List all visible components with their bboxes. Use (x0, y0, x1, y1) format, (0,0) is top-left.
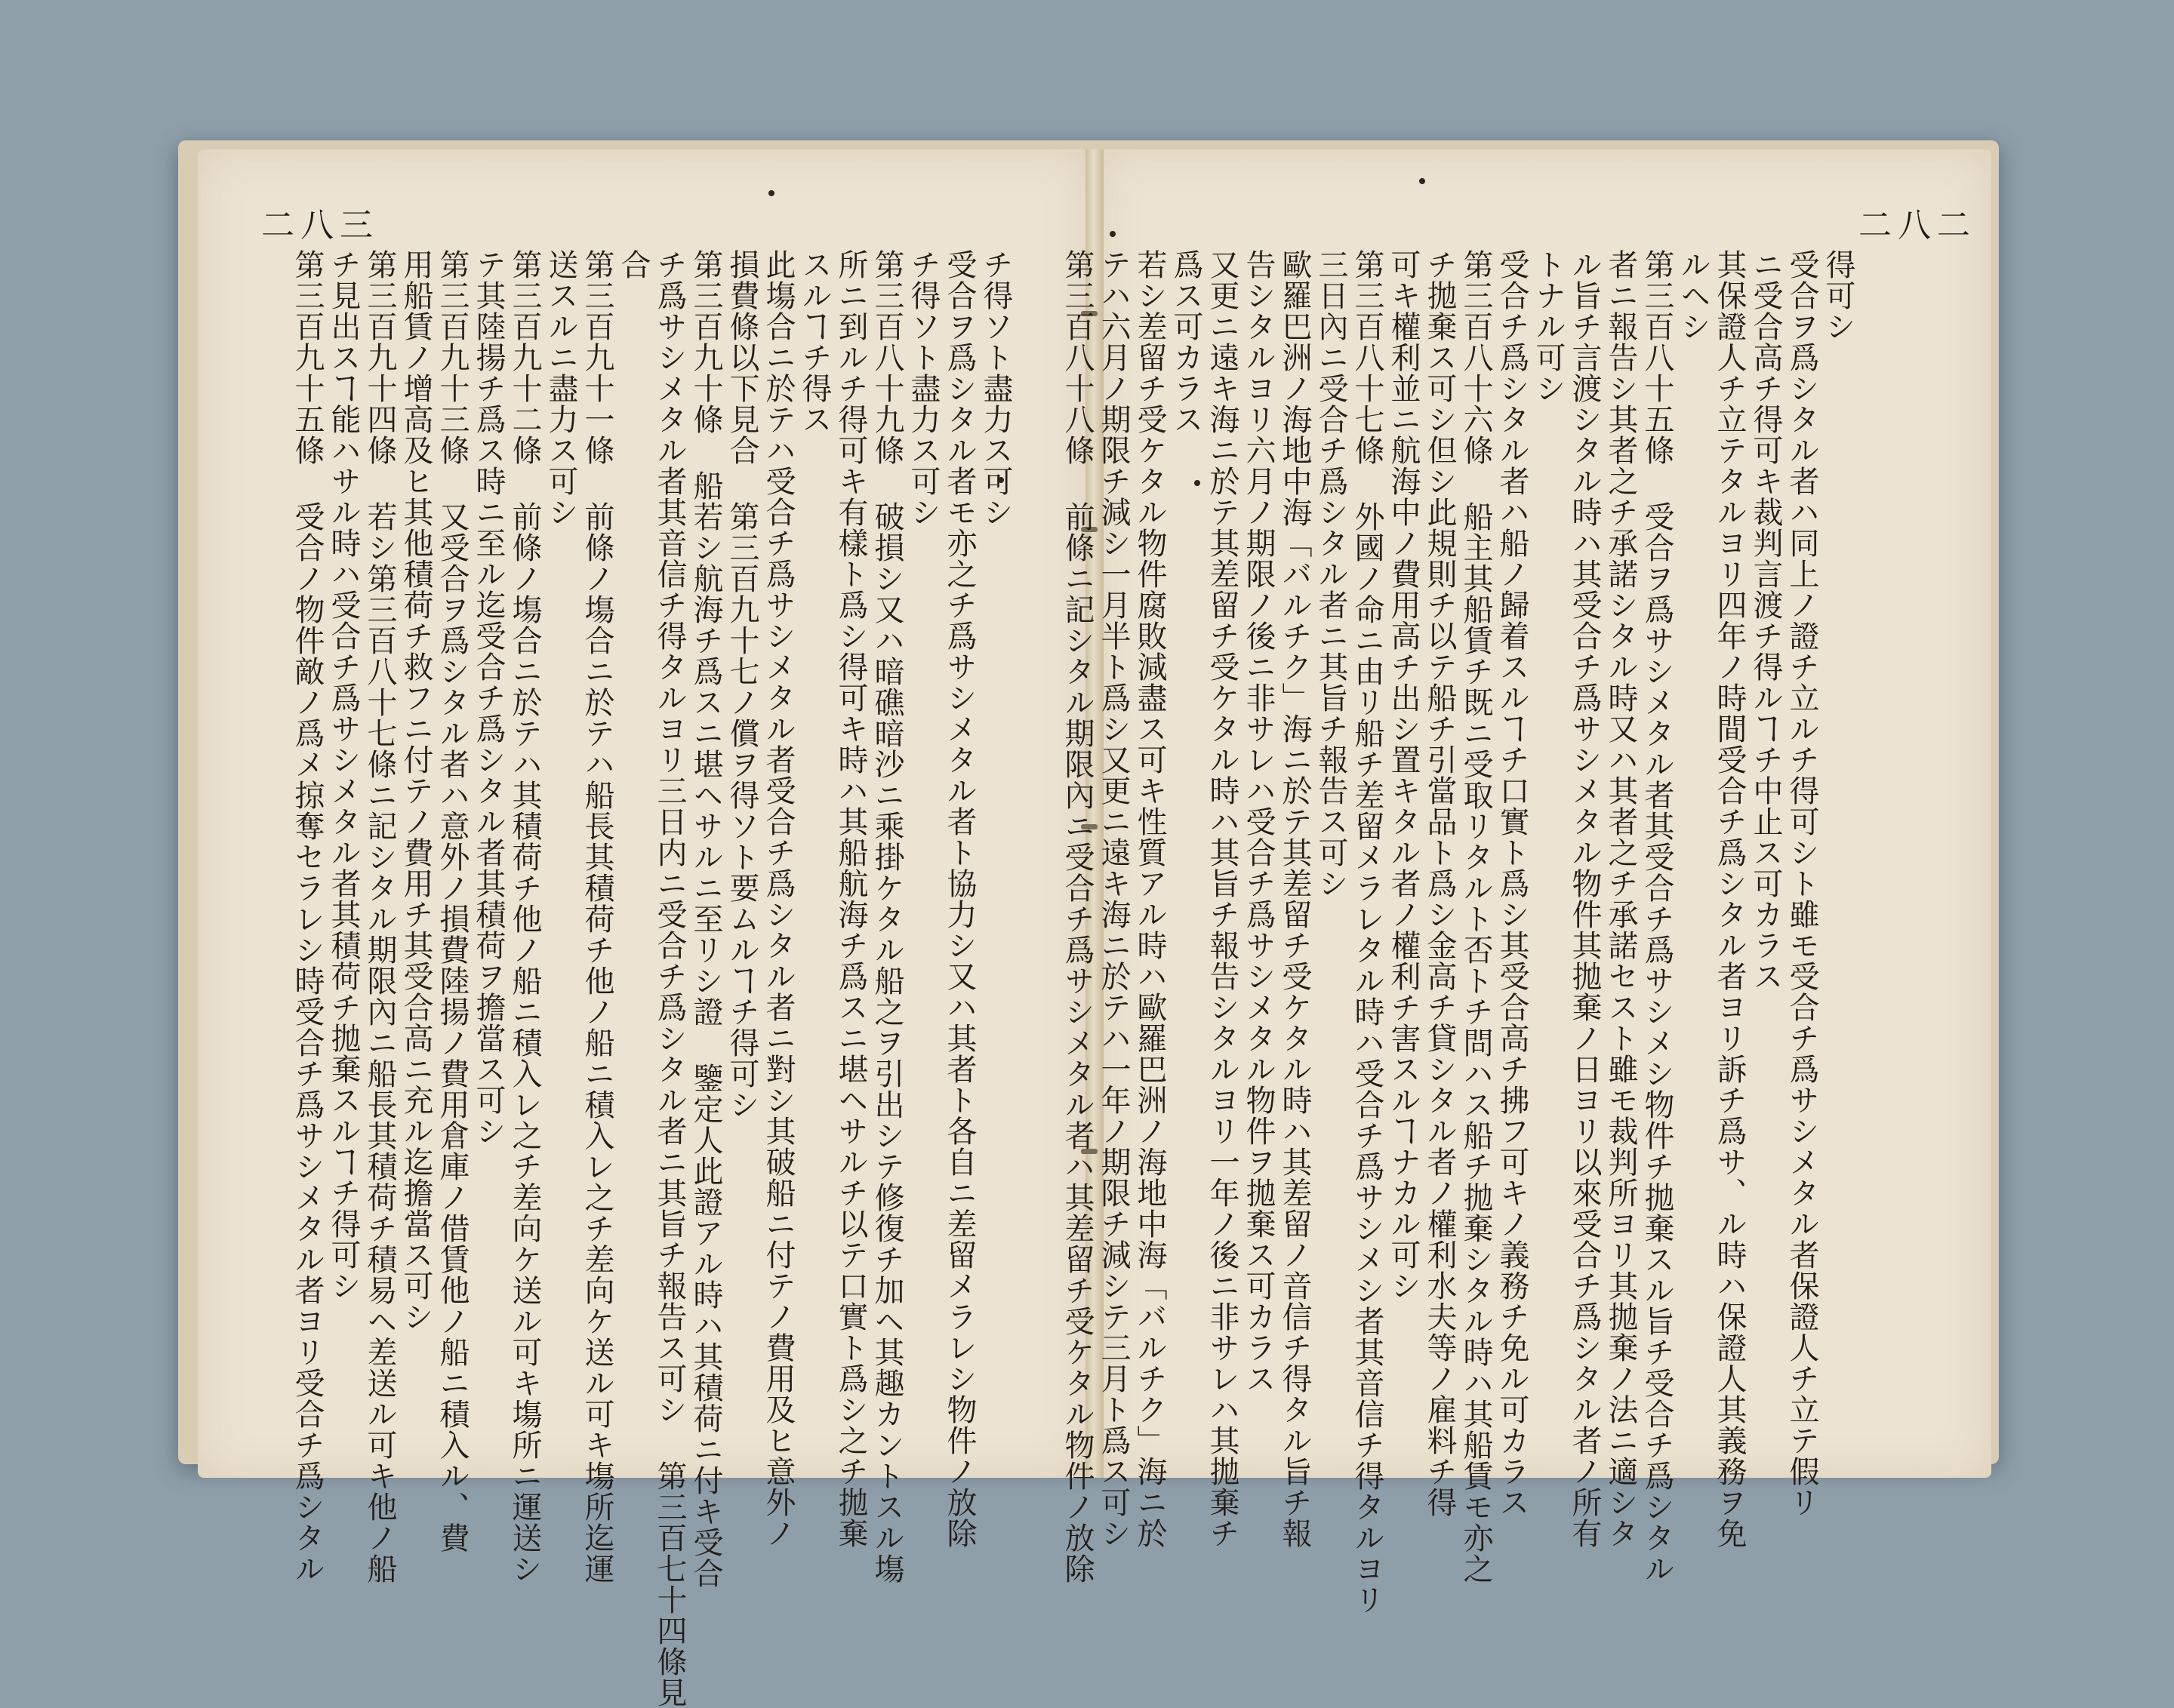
text-column: チ見出スヿ能ハサル時ハ受合チ爲サシメタル者其積荷チ拋棄スルヿチ得可シ (326, 249, 361, 1301)
text-column: 第三百九十條 船若シ航海チ爲スニ堪ヘサルニ至リシ證 鑒定人此證アル時ハ其積荷ニ付キ受合 (688, 249, 723, 1589)
ink-speck (1419, 178, 1425, 184)
text-column: 爲ス可カラス (1169, 249, 1203, 435)
text-column: 受合チ爲シタル者ハ船ノ歸着スルヿチ口實ト爲シ其受合高チ拂フ可キノ義務チ免ル可カラス (1495, 249, 1529, 1518)
text-column: 用船賃ノ增高及ヒ其他積荷チ救フニ付テノ費用チ其受合高ニ充ル迄擔當ス可シ (399, 249, 433, 1332)
text-column: 者ニ報告シ其者之チ承諾シタル時又ハ其者之チ承諾セスト雖モ裁判所ヨリ其拋棄ノ法ニ適シタ (1603, 249, 1638, 1549)
text-column: 第三百九十一條 前條ノ塲合ニ於テハ船長其積荷チ他ノ船ニ積入レ之チ差向ケ送ル可キ塲所迄運 (580, 249, 614, 1584)
text-column: 歐羅巴洲ノ海地中海「バルチク」海ニ於テ其差留チ受ケタル時ハ其差留ノ音信チ得タル旨チ報 (1277, 249, 1312, 1549)
text-column: 第三百八十八條 前條ニ記シタル期限內ニ受合チ爲サシメタル者ハ其差留チ受ケタル物件ノ放除 (1060, 249, 1095, 1584)
text-column: 第三百九十五條 受合ノ物件敵ノ爲メ掠奪セラレシ時受合チ爲サシメタル者ヨリ受合チ爲シタル (290, 249, 325, 1584)
text-column: スルヿチ得ス (797, 249, 832, 435)
text-column: ニ受合高チ得可キ裁判言渡チ得ルヿチ中止ス可カラス (1748, 249, 1783, 992)
text-column: 所ニ到ルチ得可キ有樣ト爲シ得可キ時ハ其船航海チ爲スニ堪ヘサルチ以テ口實ト爲シ之チ拋棄 (833, 249, 868, 1549)
text-column: 第三百八十五條 受合ヲ爲サシメタル者其受合チ爲サシメシ物件チ拋棄スル旨チ受合チ爲シタル (1640, 249, 1674, 1584)
ink-speck (768, 190, 774, 196)
text-column: 三日內ニ受合チ爲シタル者ニ其旨チ報告ス可シ (1313, 249, 1348, 899)
text-column: チ拋棄ス可シ但シ此規則チ以テ船チ引當品ト爲シ金高チ貸シタル者ノ權利水夫等ノ雇料チ得 (1422, 249, 1457, 1518)
left-page-number: 二八三 (261, 206, 379, 245)
text-column: 第三百八十七條 外國ノ命ニ由リ船チ差留メラレタル時ハ受合チ爲サシメシ者其音信チ得タルヨリ (1350, 249, 1384, 1615)
text-column: 受合ヲ爲シタル者ハ同上ノ證チ立ルチ得可シト雖モ受合チ爲サシメタル者保證人チ立テ假リ (1784, 249, 1819, 1518)
text-column: 送スルニ盡力ス可シ (544, 249, 578, 528)
ink-speck (1194, 480, 1200, 486)
text-column: 損費條以下見合 第三百九十七ノ償ヲ得ソト要ムルヿチ得可シ (725, 249, 759, 1120)
text-column: 合 (616, 249, 651, 280)
text-column: 第三百九十三條 又受合ヲ爲シタル者ハ意外ノ損費陸揚ノ費用倉庫ノ借賃他ノ船ニ積入ル、費 (435, 249, 470, 1553)
text-column: チ爲サシメタル者其音信チ得タルヨリ三日内ニ受合チ爲シタル者ニ其旨チ報告ス可シ 第三百七十四條見 (652, 249, 687, 1708)
text-column: 第三百九十四條 若シ第三百八十七條ニ記シタル期限內ニ船長其積荷チ積易ヘ差送ル可キ他ノ船 (362, 249, 397, 1584)
text-column: ル旨チ言渡シタル時ハ其受合チ爲サシメタル物件其拋棄ノ日ヨリ以來受合チ爲シタル者ノ所有 (1567, 249, 1602, 1549)
text-column: 若シ差留チ受ケタル物件腐敗減盡ス可キ性質アル時ハ歐羅巴洲ノ海地中海「バルチク」海ニ於 (1132, 249, 1167, 1549)
text-column: 第三百八十六條 船主其船賃チ既ニ受取リタルト否トチ問ハス船チ拋棄シタル時ハ其船賃モ亦之 (1458, 249, 1493, 1584)
text-column: ルヘシ (1676, 249, 1711, 342)
text-column: 可キ權利並ニ航海中ノ費用高チ出シ置キタル者ノ權利チ害スルヿナカル可シ (1386, 249, 1421, 1301)
right-page-number: 二八二 (1858, 206, 1976, 245)
text-column: チ得ソト盡力ス可シ (978, 249, 1013, 528)
text-column: テ其陸揚チ爲ス時ニ至ル迄受合チ爲シタル者其積荷ヲ擔當ス可シ (471, 249, 506, 1146)
text-column: テハ六月ノ期限チ減シ一月半ト爲シ又更ニ遠キ海ニ於テハ一年ノ期限チ減シテ三月ト爲ス可シ (1096, 249, 1131, 1549)
text-column: 第三百八十九條 破損シ又ハ暗礁暗沙ニ乘掛ケタル船之ヲ引出シテ修復チ加ヘ其趣カントスル塲 (870, 249, 904, 1584)
text-column: 告シタルヨリ六月ノ期限ノ後ニ非サレハ受合チ爲サシメタル物件ヲ拋棄ス可カラス (1241, 249, 1276, 1394)
text-column: 受合ヲ爲シタル者モ亦之チ爲サシメタル者ト協力シ又ハ其者ト各自ニ差留メラレシ物件ノ放除 (942, 249, 977, 1549)
text-column: 又更ニ遠キ海ニ於テ其差留チ受ケタル時ハ其旨チ報告シタルヨリ一年ノ後ニ非サレハ其拋棄チ (1205, 249, 1239, 1549)
text-column: チ得ソト盡力ス可シ (906, 249, 941, 528)
text-column: 此塲合ニ於テハ受合チ爲サシメタル者受合チ爲シタル者ニ對シ其破船ニ付テノ費用及ヒ意外ノ (761, 249, 796, 1549)
ink-speck (1110, 231, 1116, 237)
text-column: トナル可シ (1531, 249, 1566, 404)
text-column: 得可シ (1821, 249, 1855, 342)
text-column: 第三百九十二條 前條ノ塲合ニ於テハ其積荷チ他ノ船ニ積入レ之チ差向ケ送ル可キ塲所ニ運送シ (507, 249, 542, 1584)
text-column: 其保證人チ立テタルヨリ四年ノ時間受合チ爲シタル者ヨリ訴チ爲サ、ル時ハ保證人其義務ヲ免 (1712, 249, 1747, 1549)
